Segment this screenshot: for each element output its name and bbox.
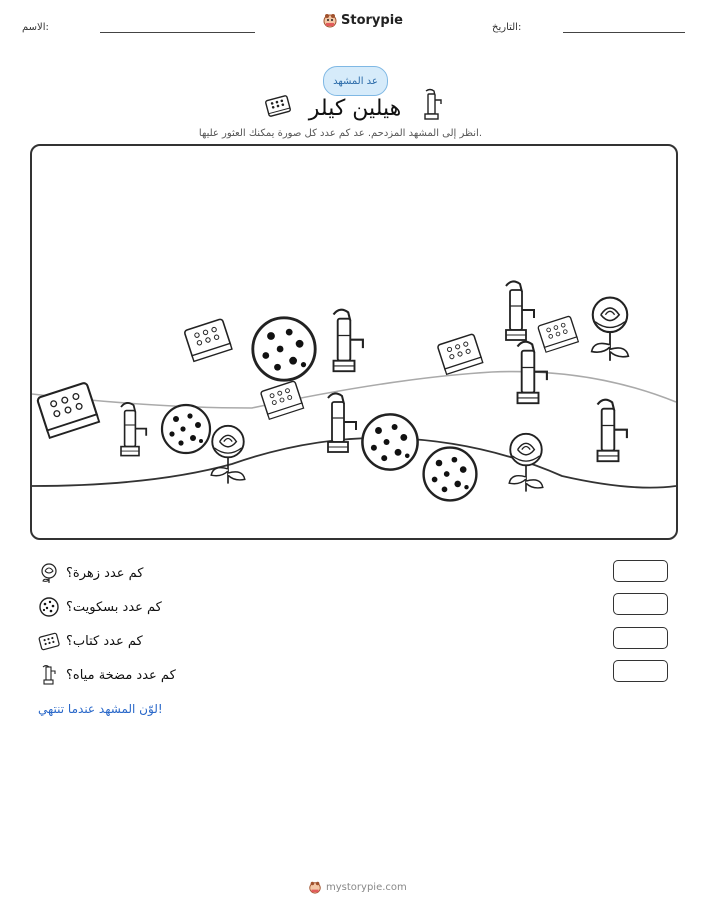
date-label: التاريخ: [492,22,522,33]
scene-book-3 [437,334,483,375]
braille-book-icon [264,92,292,120]
scene-book-2 [538,316,579,352]
name-line[interactable] [100,32,255,33]
scene-count-badge: عد المشهد [323,66,388,96]
answer-box-rose[interactable] [613,560,668,582]
storypie-logo-icon [308,880,322,894]
scene-rose-3 [509,434,543,492]
page-title: هيلين كيلر [308,96,402,121]
scene-pump-2 [506,281,534,340]
scene-pump-5 [328,393,356,452]
answer-box-cookie[interactable] [613,593,668,615]
footer [308,880,407,894]
question-text: كم عدد زهرة؟ [66,565,144,581]
braille-book-icon [38,630,60,652]
date-line[interactable] [563,32,685,33]
scene-book-4 [37,382,99,438]
coloring-instruction: لوّن المشهد عندما تنتهي! [38,702,163,716]
instructions: انظر إلى المشهد المزدحم. عد كم عدد كل صورة يمكنك العثور عليها. [198,128,482,139]
scene-cookie-1 [253,318,315,380]
rose-icon [38,562,60,584]
scene-book-5 [260,381,303,420]
answer-box-book[interactable] [613,627,668,649]
crowded-scene [30,144,678,540]
scene-cookie-2 [162,405,210,453]
question-row-pump [38,664,176,686]
scene-pump-1 [334,310,363,372]
scene-rose-2 [211,426,245,484]
question-text: كم عدد كتاب؟ [66,633,143,649]
storypie-logo-icon [322,12,338,28]
brand-logo [322,12,403,28]
water-pump-icon [38,664,60,686]
name-label: الاسم: [22,22,49,33]
scene-pump-3 [518,342,547,404]
brand-name: Storypie [341,12,403,28]
scene-cookie-4 [424,448,477,501]
question-row-book [38,630,143,652]
footer-url[interactable]: mystorypie.com [326,881,407,893]
scene-pump-6 [598,400,627,462]
question-text: كم عدد مضخة مياه؟ [66,667,176,683]
scene-pump-4 [121,403,146,456]
scene-rose-1 [592,298,629,361]
answer-box-pump[interactable] [613,660,668,682]
question-text: كم عدد بسكويت؟ [66,599,162,615]
scene-canvas [32,146,676,538]
cookie-icon [38,596,60,618]
scene-book-1 [184,319,232,362]
water-pump-icon [420,88,444,122]
scene-cookie-3 [362,414,417,469]
question-row-rose [38,562,144,584]
question-row-cookie [38,596,162,618]
